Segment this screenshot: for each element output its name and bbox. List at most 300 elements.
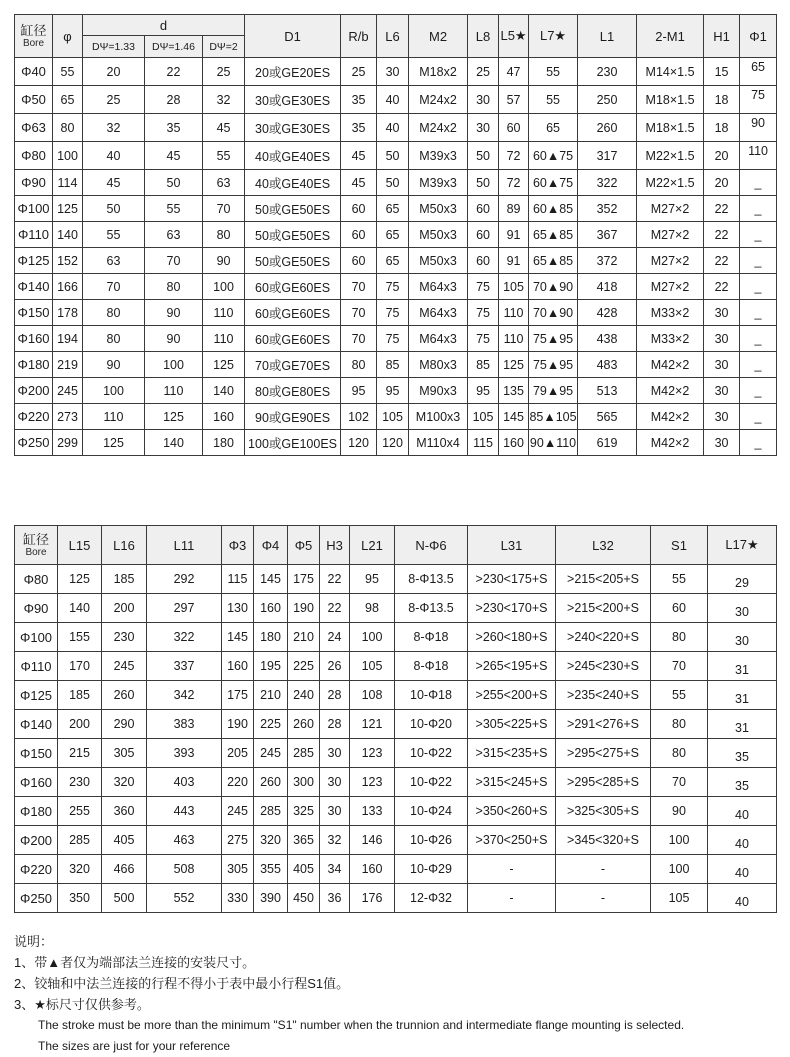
- value-cell: 40或GE40ES: [245, 142, 341, 170]
- value-cell: 70或GE70ES: [245, 352, 341, 378]
- value-cell: M39x3: [409, 142, 468, 170]
- value-cell: M50x3: [409, 222, 468, 248]
- value-cell: 30: [704, 300, 740, 326]
- value-cell: 85: [377, 352, 409, 378]
- value-cell: 80或GE80ES: [245, 378, 341, 404]
- bore-header-cn: 缸径: [20, 22, 47, 38]
- value-cell: _: [740, 300, 777, 326]
- value-cell: 65: [53, 86, 83, 114]
- value-cell: 31: [708, 652, 777, 681]
- value-cell: 79▲95: [529, 378, 578, 404]
- col-header-phi3: Φ3: [222, 526, 254, 565]
- col-header-l6: L6: [377, 15, 409, 58]
- value-cell: 70: [341, 326, 377, 352]
- value-cell: 350: [58, 884, 102, 913]
- col-header-2m1: 2-M1: [637, 15, 704, 58]
- note-english-2: The sizes are just for your reference: [38, 1039, 231, 1053]
- table-row: [15, 652, 777, 681]
- value-cell: 100: [83, 378, 145, 404]
- col-header-s1: S1: [651, 526, 708, 565]
- value-cell: 35: [145, 114, 203, 142]
- value-cell: 65▲85: [529, 222, 578, 248]
- value-cell: >370<250+S: [468, 826, 556, 855]
- value-cell: 50: [83, 196, 145, 222]
- col-header-h3: H3: [320, 526, 350, 565]
- value-cell: 317: [578, 142, 637, 170]
- value-cell: >315<235+S: [468, 739, 556, 768]
- value-cell: _: [740, 274, 777, 300]
- value-cell: 100或GE100ES: [245, 430, 341, 456]
- value-cell: 22: [320, 565, 350, 594]
- value-cell: 80: [203, 222, 245, 248]
- value-cell: 24: [320, 623, 350, 652]
- bore-header-2-cn: 缸径: [22, 531, 49, 547]
- value-cell: 245: [222, 797, 254, 826]
- value-cell: 75: [377, 300, 409, 326]
- col-header-rb: R/b: [341, 15, 377, 58]
- value-cell: 130: [222, 594, 254, 623]
- value-cell: 80: [651, 739, 708, 768]
- bore-cell: Φ220: [15, 404, 53, 430]
- notes-section: [14, 931, 776, 1057]
- table-row: [15, 739, 777, 768]
- value-cell: 176: [350, 884, 395, 913]
- value-cell: 160: [499, 430, 529, 456]
- value-cell: 60或GE60ES: [245, 326, 341, 352]
- value-cell: 35: [708, 768, 777, 797]
- bore-cell: Φ90: [15, 594, 58, 623]
- bore-cell: Φ100: [15, 623, 58, 652]
- value-cell: 100: [145, 352, 203, 378]
- bore-cell: Φ220: [15, 855, 58, 884]
- value-cell: 90: [145, 326, 203, 352]
- bore-cell: Φ200: [15, 378, 53, 404]
- value-cell: 300: [288, 768, 320, 797]
- value-cell: 57: [499, 86, 529, 114]
- value-cell: 12-Φ32: [395, 884, 468, 913]
- value-cell: M27×2: [637, 248, 704, 274]
- value-cell: 18: [704, 114, 740, 142]
- value-cell: 50: [145, 170, 203, 196]
- value-cell: 22: [704, 222, 740, 248]
- value-cell: 40: [377, 114, 409, 142]
- col-header-l32: L32: [556, 526, 651, 565]
- value-cell: 40: [708, 826, 777, 855]
- value-cell: 8-Φ13.5: [395, 565, 468, 594]
- table1-header: [15, 15, 777, 58]
- table-row: [15, 681, 777, 710]
- value-cell: 60: [468, 222, 499, 248]
- value-cell: 367: [578, 222, 637, 248]
- value-cell: _: [740, 196, 777, 222]
- value-cell: >325<305+S: [556, 797, 651, 826]
- d-header: d: [83, 15, 245, 36]
- table-row: [15, 826, 777, 855]
- value-cell: 80: [83, 300, 145, 326]
- value-cell: 90: [145, 300, 203, 326]
- value-cell: 102: [341, 404, 377, 430]
- value-cell: 22: [320, 594, 350, 623]
- d-sub-header-146: DΨ=1.46: [145, 36, 203, 58]
- value-cell: 299: [53, 430, 83, 456]
- value-cell: 180: [254, 623, 288, 652]
- col-header-l21: L21: [350, 526, 395, 565]
- value-cell: 175: [222, 681, 254, 710]
- value-cell: 10-Φ26: [395, 826, 468, 855]
- value-cell: M39x3: [409, 170, 468, 196]
- value-cell: 70: [651, 652, 708, 681]
- value-cell: 60▲75: [529, 170, 578, 196]
- bore-cell: Φ80: [15, 142, 53, 170]
- value-cell: 115: [468, 430, 499, 456]
- notes-title: 说明：: [14, 934, 54, 949]
- value-cell: 25: [83, 86, 145, 114]
- value-cell: >215<200+S: [556, 594, 651, 623]
- value-cell: 320: [58, 855, 102, 884]
- value-cell: M14×1.5: [637, 58, 704, 86]
- col-header-phi5: Φ5: [288, 526, 320, 565]
- value-cell: 145: [222, 623, 254, 652]
- value-cell: 70: [341, 274, 377, 300]
- bore-cell: Φ100: [15, 196, 53, 222]
- value-cell: 285: [254, 797, 288, 826]
- value-cell: M24x2: [409, 86, 468, 114]
- value-cell: M33×2: [637, 326, 704, 352]
- value-cell: 10-Φ22: [395, 739, 468, 768]
- value-cell: >260<180+S: [468, 623, 556, 652]
- table2-header: [15, 526, 777, 565]
- value-cell: 20: [704, 170, 740, 196]
- value-cell: >305<225+S: [468, 710, 556, 739]
- table-row: [15, 352, 777, 378]
- value-cell: 55: [529, 58, 578, 86]
- value-cell: 50或GE50ES: [245, 196, 341, 222]
- value-cell: 463: [147, 826, 222, 855]
- value-cell: 30: [708, 594, 777, 623]
- value-cell: 120: [377, 430, 409, 456]
- value-cell: 100: [651, 826, 708, 855]
- value-cell: 110: [203, 326, 245, 352]
- value-cell: 365: [288, 826, 320, 855]
- value-cell: 30: [704, 326, 740, 352]
- value-cell: 100: [651, 855, 708, 884]
- bore-cell: Φ140: [15, 274, 53, 300]
- value-cell: 50: [468, 170, 499, 196]
- value-cell: 80: [651, 710, 708, 739]
- bore-cell: Φ110: [15, 652, 58, 681]
- value-cell: >240<220+S: [556, 623, 651, 652]
- value-cell: 80: [145, 274, 203, 300]
- value-cell: 305: [102, 739, 147, 768]
- bore-cell: Φ140: [15, 710, 58, 739]
- value-cell: 30: [377, 58, 409, 86]
- value-cell: 342: [147, 681, 222, 710]
- col-header-l16: L16: [102, 526, 147, 565]
- value-cell: >265<195+S: [468, 652, 556, 681]
- value-cell: 32: [320, 826, 350, 855]
- value-cell: 20: [83, 58, 145, 86]
- value-cell: 34: [320, 855, 350, 884]
- bore-cell: Φ180: [15, 797, 58, 826]
- table-row: [15, 142, 777, 170]
- table-row: [15, 222, 777, 248]
- value-cell: 393: [147, 739, 222, 768]
- value-cell: 110: [203, 300, 245, 326]
- value-cell: 40: [83, 142, 145, 170]
- value-cell: M110x4: [409, 430, 468, 456]
- bore-cell: Φ150: [15, 739, 58, 768]
- value-cell: 30: [708, 623, 777, 652]
- value-cell: 90: [83, 352, 145, 378]
- value-cell: 230: [102, 623, 147, 652]
- note-item-3: 3、★标尺寸仅供参考。: [14, 997, 150, 1012]
- value-cell: 63: [203, 170, 245, 196]
- value-cell: 105: [651, 884, 708, 913]
- value-cell: 75: [468, 326, 499, 352]
- value-cell: 403: [147, 768, 222, 797]
- value-cell: 114: [53, 170, 83, 196]
- value-cell: 80: [83, 326, 145, 352]
- value-cell: M90x3: [409, 378, 468, 404]
- value-cell: M18×1.5: [637, 86, 704, 114]
- value-cell: 75: [468, 274, 499, 300]
- col-header-l11: L11: [147, 526, 222, 565]
- value-cell: 60: [468, 196, 499, 222]
- bore-cell: Φ50: [15, 86, 53, 114]
- value-cell: 160: [203, 404, 245, 430]
- value-cell: 100: [53, 142, 83, 170]
- value-cell: 72: [499, 142, 529, 170]
- value-cell: 75: [377, 326, 409, 352]
- value-cell: 140: [53, 222, 83, 248]
- value-cell: 210: [288, 623, 320, 652]
- table-row: [15, 58, 777, 86]
- value-cell: 320: [254, 826, 288, 855]
- value-cell: 30: [704, 430, 740, 456]
- value-cell: 30: [704, 352, 740, 378]
- value-cell: 10-Φ22: [395, 768, 468, 797]
- value-cell: _: [740, 378, 777, 404]
- value-cell: 200: [102, 594, 147, 623]
- value-cell: 110: [83, 404, 145, 430]
- value-cell: 352: [578, 196, 637, 222]
- value-cell: 205: [222, 739, 254, 768]
- value-cell: >291<276+S: [556, 710, 651, 739]
- value-cell: M22×1.5: [637, 142, 704, 170]
- value-cell: 98: [350, 594, 395, 623]
- value-cell: 35: [341, 114, 377, 142]
- value-cell: 60▲85: [529, 196, 578, 222]
- value-cell: >255<200+S: [468, 681, 556, 710]
- value-cell: 155: [58, 623, 102, 652]
- value-cell: 60▲75: [529, 142, 578, 170]
- bore-cell: Φ125: [15, 248, 53, 274]
- value-cell: 355: [254, 855, 288, 884]
- value-cell: -: [468, 855, 556, 884]
- value-cell: 500: [102, 884, 147, 913]
- bore-cell: Φ40: [15, 58, 53, 86]
- value-cell: 30或GE30ES: [245, 114, 341, 142]
- bore-cell: Φ200: [15, 826, 58, 855]
- value-cell: 55: [651, 565, 708, 594]
- phi-header: φ: [53, 15, 83, 58]
- col-header-l7: L7★: [529, 15, 578, 58]
- value-cell: 219: [53, 352, 83, 378]
- value-cell: 45: [145, 142, 203, 170]
- table1-body: [15, 58, 777, 456]
- value-cell: 40: [377, 86, 409, 114]
- value-cell: 322: [147, 623, 222, 652]
- bore-header-en: Bore: [22, 37, 45, 49]
- value-cell: M50x3: [409, 196, 468, 222]
- value-cell: 22: [704, 248, 740, 274]
- value-cell: 32: [203, 86, 245, 114]
- value-cell: 60: [468, 248, 499, 274]
- value-cell: 260: [102, 681, 147, 710]
- value-cell: 65: [377, 196, 409, 222]
- value-cell: 50: [468, 142, 499, 170]
- table-row: [15, 404, 777, 430]
- value-cell: 125: [499, 352, 529, 378]
- value-cell: 90▲110: [529, 430, 578, 456]
- value-cell: M42×2: [637, 352, 704, 378]
- value-cell: M64x3: [409, 300, 468, 326]
- value-cell: 245: [53, 378, 83, 404]
- value-cell: 175: [288, 565, 320, 594]
- table-row: [15, 300, 777, 326]
- value-cell: -: [468, 884, 556, 913]
- value-cell: 22: [704, 274, 740, 300]
- value-cell: 250: [578, 86, 637, 114]
- value-cell: 140: [58, 594, 102, 623]
- value-cell: 110: [145, 378, 203, 404]
- value-cell: 60或GE60ES: [245, 274, 341, 300]
- value-cell: 225: [254, 710, 288, 739]
- value-cell: 305: [222, 855, 254, 884]
- value-cell: 297: [147, 594, 222, 623]
- value-cell: _: [740, 222, 777, 248]
- value-cell: 405: [288, 855, 320, 884]
- value-cell: 255: [58, 797, 102, 826]
- table-row: [15, 594, 777, 623]
- value-cell: 28: [145, 86, 203, 114]
- value-cell: 30: [320, 768, 350, 797]
- value-cell: 35: [708, 739, 777, 768]
- value-cell: 85▲105: [529, 404, 578, 430]
- value-cell: 25: [203, 58, 245, 86]
- value-cell: 273: [53, 404, 83, 430]
- value-cell: M64x3: [409, 326, 468, 352]
- table-row: [15, 114, 777, 142]
- value-cell: 292: [147, 565, 222, 594]
- value-cell: 140: [145, 430, 203, 456]
- bore-cell: Φ160: [15, 768, 58, 797]
- value-cell: >235<240+S: [556, 681, 651, 710]
- value-cell: 110: [499, 300, 529, 326]
- value-cell: 115: [222, 565, 254, 594]
- value-cell: 75: [377, 274, 409, 300]
- value-cell: 75▲95: [529, 352, 578, 378]
- value-cell: 190: [288, 594, 320, 623]
- value-cell: 40: [708, 797, 777, 826]
- value-cell: 45: [203, 114, 245, 142]
- value-cell: 60: [341, 248, 377, 274]
- value-cell: 438: [578, 326, 637, 352]
- value-cell: 275: [222, 826, 254, 855]
- value-cell: 40或GE40ES: [245, 170, 341, 196]
- value-cell: 25: [341, 58, 377, 86]
- value-cell: 90: [203, 248, 245, 274]
- value-cell: 72: [499, 170, 529, 196]
- value-cell: 55: [145, 196, 203, 222]
- value-cell: 390: [254, 884, 288, 913]
- value-cell: 45: [83, 170, 145, 196]
- value-cell: 55: [203, 142, 245, 170]
- value-cell: 22: [145, 58, 203, 86]
- bore-header-2-en: Bore: [25, 546, 47, 558]
- col-header-l1: L1: [578, 15, 637, 58]
- value-cell: M100x3: [409, 404, 468, 430]
- col-header-l15: L15: [58, 526, 102, 565]
- value-cell: 360: [102, 797, 147, 826]
- value-cell: 8-Φ13.5: [395, 594, 468, 623]
- value-cell: 105: [468, 404, 499, 430]
- value-cell: 105: [350, 652, 395, 681]
- value-cell: 30: [320, 797, 350, 826]
- value-cell: 10-Φ24: [395, 797, 468, 826]
- value-cell: 443: [147, 797, 222, 826]
- col-header-l5: L5★: [499, 15, 529, 58]
- table-row: [15, 710, 777, 739]
- col-header-h1: H1: [704, 15, 740, 58]
- value-cell: 28: [320, 681, 350, 710]
- value-cell: 194: [53, 326, 83, 352]
- dimension-table-1: [14, 14, 777, 456]
- value-cell: _: [740, 352, 777, 378]
- value-cell: 50: [377, 142, 409, 170]
- bore-cell: Φ63: [15, 114, 53, 142]
- value-cell: 70: [145, 248, 203, 274]
- value-cell: 10-Φ20: [395, 710, 468, 739]
- bore-cell: Φ250: [15, 430, 53, 456]
- value-cell: 146: [350, 826, 395, 855]
- value-cell: 322: [578, 170, 637, 196]
- value-cell: 418: [578, 274, 637, 300]
- value-cell: 125: [83, 430, 145, 456]
- value-cell: 220: [222, 768, 254, 797]
- value-cell: 70▲90: [529, 274, 578, 300]
- col-header-nphi6: N-Φ6: [395, 526, 468, 565]
- value-cell: -: [556, 855, 651, 884]
- col-header-l31: L31: [468, 526, 556, 565]
- value-cell: 10-Φ18: [395, 681, 468, 710]
- value-cell: 245: [254, 739, 288, 768]
- value-cell: 185: [102, 565, 147, 594]
- value-cell: 123: [350, 768, 395, 797]
- note-item-1: 1、带▲者仅为端部法兰连接的安装尺寸。: [14, 955, 256, 970]
- value-cell: 508: [147, 855, 222, 884]
- value-cell: 90或GE90ES: [245, 404, 341, 430]
- value-cell: _: [740, 430, 777, 456]
- value-cell: 95: [350, 565, 395, 594]
- value-cell: 160: [254, 594, 288, 623]
- value-cell: 152: [53, 248, 83, 274]
- value-cell: 383: [147, 710, 222, 739]
- value-cell: 225: [288, 652, 320, 681]
- value-cell: M24x2: [409, 114, 468, 142]
- value-cell: 70: [651, 768, 708, 797]
- value-cell: 30: [468, 86, 499, 114]
